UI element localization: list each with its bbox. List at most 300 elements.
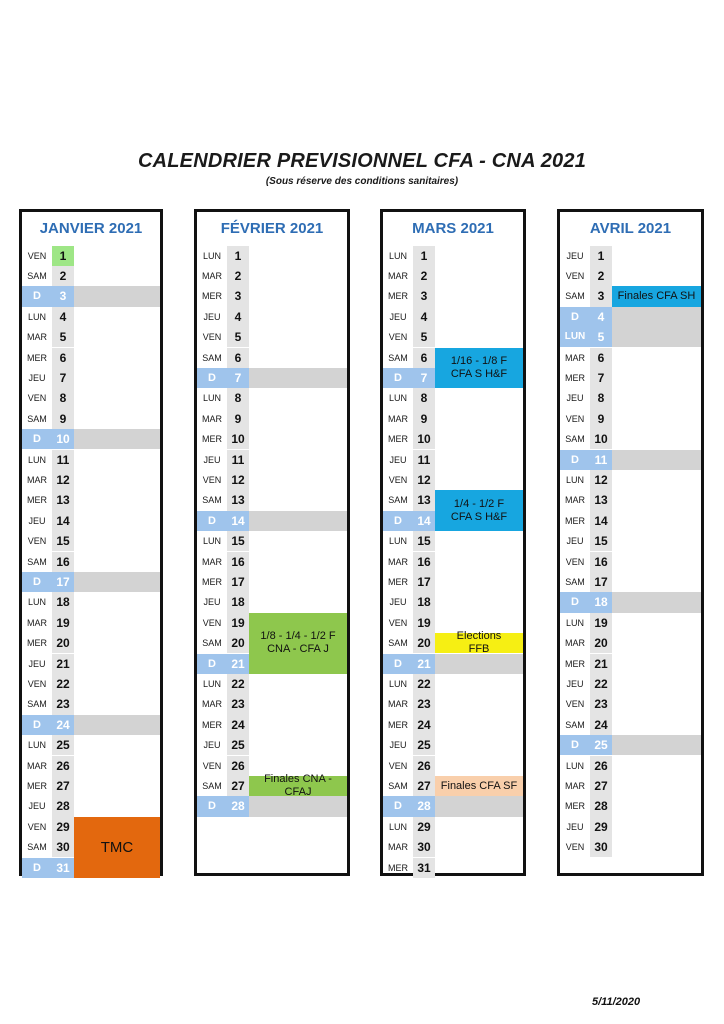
day-row [22, 592, 160, 612]
day-row [22, 266, 160, 286]
day-row [383, 409, 523, 429]
day-row [22, 409, 160, 429]
day-number: 16 [413, 552, 435, 572]
day-row [22, 307, 160, 327]
event-label: TMC [100, 838, 134, 856]
day-number: 3 [52, 286, 74, 306]
day-number: 13 [227, 490, 249, 510]
day-row [22, 511, 160, 531]
day-number: 17 [590, 572, 612, 592]
day-row [560, 756, 701, 776]
day-of-week: SAM [388, 352, 408, 363]
day-number: 24 [590, 715, 612, 735]
day-row [383, 572, 523, 592]
day-number: 14 [590, 511, 612, 531]
day-row [22, 490, 160, 510]
sunday-band [612, 450, 701, 470]
day-row [383, 531, 523, 551]
day-number: 27 [413, 776, 435, 796]
day-of-week: JEU [203, 597, 221, 608]
day-row [560, 654, 701, 674]
day-number: 11 [227, 450, 249, 470]
day-of-week: MER [565, 658, 585, 669]
day-row [560, 266, 701, 286]
day-row [560, 572, 701, 592]
day-of-week: D [383, 796, 413, 816]
sunday-band [612, 592, 701, 612]
day-of-week: MAR [202, 270, 222, 281]
day-row [383, 470, 523, 490]
event-label: 1/4 - 1/2 F CFA S H&F [450, 497, 508, 523]
day-of-week: LUN [388, 821, 407, 832]
day-row [383, 837, 523, 857]
day-of-week: JEU [566, 393, 584, 404]
day-number: 24 [413, 715, 435, 735]
day-of-week: MAR [565, 495, 585, 506]
day-of-week: VEN [565, 270, 585, 281]
day-number: 24 [52, 715, 74, 735]
day-number: 20 [413, 633, 435, 653]
day-number: 5 [413, 327, 435, 347]
day-of-week: D [22, 858, 52, 878]
day-number: 8 [590, 388, 612, 408]
day-number: 28 [413, 796, 435, 816]
day-of-week: JEU [566, 821, 584, 832]
event-block [435, 348, 523, 389]
day-row [560, 531, 701, 551]
day-of-week: VEN [202, 332, 222, 343]
day-row [383, 429, 523, 449]
day-number: 7 [590, 368, 612, 388]
day-of-week: SAM [565, 719, 585, 730]
day-of-week: D [560, 450, 590, 470]
day-row [197, 388, 347, 408]
day-of-week: LUN [565, 474, 584, 485]
day-of-week: MER [27, 495, 47, 506]
page-subtitle: (Sous réserve des conditions sanitaires) [265, 176, 459, 187]
day-row [383, 613, 523, 633]
day-row [22, 735, 160, 755]
day-row [22, 633, 160, 653]
day-row [197, 429, 347, 449]
day-number: 26 [52, 756, 74, 776]
day-number: 2 [52, 266, 74, 286]
day-number: 4 [227, 307, 249, 327]
event-block [74, 817, 160, 878]
day-row [383, 694, 523, 714]
day-number: 22 [590, 674, 612, 694]
day-of-week: JEU [566, 678, 584, 689]
day-row [197, 572, 347, 592]
day-number: 1 [52, 246, 74, 266]
day-number: 9 [413, 409, 435, 429]
day-of-week: VEN [388, 332, 408, 343]
day-of-week: LUN [202, 678, 221, 689]
day-row [560, 837, 701, 857]
day-number: 8 [413, 388, 435, 408]
month-column [380, 209, 526, 876]
day-number: 13 [413, 490, 435, 510]
day-of-week: SAM [202, 495, 222, 506]
day-row [22, 429, 160, 449]
day-of-week: MAR [202, 699, 222, 710]
day-row [383, 307, 523, 327]
sunday-band [612, 307, 701, 327]
day-of-week: SAM [565, 434, 585, 445]
day-number: 26 [413, 756, 435, 776]
day-number: 5 [590, 327, 612, 347]
day-row [383, 552, 523, 572]
day-number: 3 [227, 286, 249, 306]
day-of-week: SAM [202, 638, 222, 649]
day-number: 6 [52, 348, 74, 368]
day-number: 4 [590, 307, 612, 327]
day-number: 6 [227, 348, 249, 368]
day-row [560, 715, 701, 735]
day-of-week: JEU [389, 597, 407, 608]
day-of-week: LUN [27, 597, 46, 608]
event-label: 1/8 - 1/4 - 1/2 F CNA - CFA J [260, 630, 336, 656]
day-of-week: VEN [27, 393, 47, 404]
day-number: 2 [227, 266, 249, 286]
day-number: 23 [52, 694, 74, 714]
day-row [197, 470, 347, 490]
day-of-week: MER [202, 434, 222, 445]
day-row [197, 409, 347, 429]
day-number: 12 [590, 470, 612, 490]
day-number: 21 [227, 654, 249, 674]
day-row [560, 490, 701, 510]
day-of-week: JEU [389, 311, 407, 322]
day-number: 6 [590, 348, 612, 368]
day-of-week: JEU [28, 801, 46, 812]
day-number: 15 [590, 531, 612, 551]
day-row [197, 327, 347, 347]
day-number: 16 [52, 552, 74, 572]
day-of-week: SAM [388, 780, 408, 791]
day-of-week: JEU [28, 372, 46, 383]
day-of-week: MER [565, 372, 585, 383]
day-row [197, 735, 347, 755]
day-number: 14 [227, 511, 249, 531]
day-number: 23 [413, 694, 435, 714]
day-of-week: MER [202, 719, 222, 730]
day-number: 10 [52, 429, 74, 449]
day-number: 20 [52, 633, 74, 653]
day-of-week: SAM [388, 638, 408, 649]
day-number: 10 [413, 429, 435, 449]
day-row [22, 715, 160, 735]
day-of-week: JEU [566, 536, 584, 547]
day-row [197, 511, 347, 531]
sunday-band [435, 654, 523, 674]
day-number: 8 [52, 388, 74, 408]
sunday-band [435, 796, 523, 816]
day-number: 28 [52, 796, 74, 816]
day-of-week: D [560, 735, 590, 755]
day-number: 30 [413, 837, 435, 857]
day-of-week: MAR [565, 638, 585, 649]
day-row [22, 368, 160, 388]
day-of-week: MAR [565, 780, 585, 791]
day-number: 18 [52, 592, 74, 612]
day-number: 26 [227, 756, 249, 776]
day-number: 28 [227, 796, 249, 816]
sunday-band [74, 572, 160, 592]
day-row [560, 796, 701, 816]
day-number: 18 [227, 592, 249, 612]
day-number: 11 [52, 450, 74, 470]
day-of-week: D [560, 592, 590, 612]
day-of-week: VEN [565, 699, 585, 710]
day-of-week: VEN [27, 821, 47, 832]
day-row [560, 246, 701, 266]
day-row [383, 388, 523, 408]
day-number: 28 [590, 796, 612, 816]
day-row [22, 327, 160, 347]
day-of-week: JEU [28, 515, 46, 526]
day-of-week: SAM [565, 576, 585, 587]
day-of-week: VEN [565, 842, 585, 853]
day-of-week: VEN [202, 474, 222, 485]
day-of-week: VEN [565, 556, 585, 567]
day-number: 12 [227, 470, 249, 490]
day-of-week: D [383, 654, 413, 674]
day-of-week: VEN [388, 474, 408, 485]
day-number: 7 [413, 368, 435, 388]
day-of-week: LUN [388, 250, 407, 261]
day-row [383, 858, 523, 878]
day-number: 5 [227, 327, 249, 347]
day-number: 1 [590, 246, 612, 266]
day-number: 7 [52, 368, 74, 388]
day-of-week: LUN [565, 760, 584, 771]
day-of-week: D [560, 307, 590, 327]
day-of-week: JEU [203, 311, 221, 322]
day-row [560, 592, 701, 612]
day-of-week: D [383, 511, 413, 531]
sunday-band [249, 368, 347, 388]
day-of-week: MAR [388, 842, 408, 853]
day-of-week: D [22, 572, 52, 592]
day-number: 29 [413, 817, 435, 837]
day-number: 22 [413, 674, 435, 694]
day-row [197, 348, 347, 368]
day-of-week: LUN [388, 536, 407, 547]
day-of-week: MER [388, 291, 408, 302]
day-number: 31 [413, 858, 435, 878]
day-number: 9 [52, 409, 74, 429]
day-number: 23 [227, 694, 249, 714]
day-row [197, 266, 347, 286]
day-row [383, 450, 523, 470]
day-number: 3 [413, 286, 435, 306]
day-of-week: D [383, 368, 413, 388]
day-number: 4 [413, 307, 435, 327]
day-of-week: SAM [27, 842, 47, 853]
month-title: JANVIER 2021 [39, 220, 143, 237]
day-of-week: SAM [27, 413, 47, 424]
day-number: 4 [52, 307, 74, 327]
sunday-band [612, 735, 701, 755]
day-number: 10 [590, 429, 612, 449]
day-of-week: VEN [388, 617, 408, 628]
day-row [383, 266, 523, 286]
day-number: 5 [52, 327, 74, 347]
day-row [197, 307, 347, 327]
day-of-week: MER [202, 291, 222, 302]
day-number: 21 [590, 654, 612, 674]
day-row [22, 776, 160, 796]
day-of-week: D [22, 715, 52, 735]
day-of-week: MER [27, 780, 47, 791]
day-number: 14 [413, 511, 435, 531]
day-number: 19 [227, 613, 249, 633]
day-number: 23 [590, 694, 612, 714]
day-of-week: SAM [388, 495, 408, 506]
day-number: 21 [52, 654, 74, 674]
day-of-week: MAR [27, 474, 47, 485]
event-block [249, 773, 347, 799]
day-row [197, 552, 347, 572]
day-number: 18 [413, 592, 435, 612]
month-column [557, 209, 704, 876]
day-of-week: D [22, 429, 52, 449]
day-row [383, 817, 523, 837]
day-number: 11 [590, 450, 612, 470]
event-block [612, 286, 701, 306]
day-of-week: MAR [388, 699, 408, 710]
day-number: 20 [227, 633, 249, 653]
day-row [383, 796, 523, 816]
day-of-week: MAR [202, 413, 222, 424]
day-number: 24 [227, 715, 249, 735]
day-row [560, 613, 701, 633]
day-number: 27 [590, 776, 612, 796]
day-of-week: D [197, 796, 227, 816]
day-number: 19 [590, 613, 612, 633]
day-row [197, 592, 347, 612]
day-of-week: MER [388, 719, 408, 730]
day-row [560, 694, 701, 714]
day-row [22, 796, 160, 816]
month-column [194, 209, 350, 876]
day-of-week: SAM [202, 780, 222, 791]
day-of-week: MAR [388, 556, 408, 567]
day-of-week: VEN [388, 760, 408, 771]
day-row [22, 450, 160, 470]
day-number: 17 [227, 572, 249, 592]
event-block [435, 776, 523, 796]
day-row [22, 388, 160, 408]
day-row [197, 490, 347, 510]
day-row [560, 633, 701, 653]
sunday-band [74, 715, 160, 735]
day-of-week: VEN [27, 250, 47, 261]
day-number: 9 [227, 409, 249, 429]
day-of-week: D [22, 286, 52, 306]
day-row [22, 674, 160, 694]
day-of-week: LUN [27, 311, 46, 322]
event-block [249, 613, 347, 674]
day-number: 8 [227, 388, 249, 408]
day-of-week: MAR [27, 332, 47, 343]
day-number: 17 [52, 572, 74, 592]
event-block [435, 630, 523, 656]
event-label: Elections FFB [456, 630, 502, 656]
day-of-week: LUN [27, 740, 46, 751]
day-row [22, 470, 160, 490]
day-of-week: MAR [27, 760, 47, 771]
day-of-week: SAM [202, 352, 222, 363]
day-number: 12 [52, 470, 74, 490]
day-row [22, 552, 160, 572]
day-row [560, 368, 701, 388]
month-title: MARS 2021 [412, 220, 494, 237]
day-number: 27 [52, 776, 74, 796]
day-of-week: LUN [565, 617, 584, 628]
day-row [560, 450, 701, 470]
day-row [197, 674, 347, 694]
month-title: FÉVRIER 2021 [220, 220, 324, 237]
day-row [22, 654, 160, 674]
day-number: 17 [413, 572, 435, 592]
day-number: 25 [52, 735, 74, 755]
day-number: 16 [590, 552, 612, 572]
footer-date: 5/11/2020 [592, 996, 641, 1008]
day-of-week: MER [27, 352, 47, 363]
day-of-week: SAM [27, 699, 47, 710]
sunday-band [74, 286, 160, 306]
day-row [560, 348, 701, 368]
event-label: Finales CNA - CFAJ [264, 773, 332, 799]
day-of-week: LUN [388, 393, 407, 404]
day-number: 22 [227, 674, 249, 694]
day-of-week: SAM [27, 270, 47, 281]
day-number: 27 [227, 776, 249, 796]
day-row [197, 694, 347, 714]
day-of-week: MER [388, 576, 408, 587]
day-of-week: JEU [28, 658, 46, 669]
day-number: 1 [227, 246, 249, 266]
day-row [560, 817, 701, 837]
day-of-week: JEU [389, 454, 407, 465]
day-number: 31 [52, 858, 74, 878]
day-number: 30 [52, 837, 74, 857]
day-number: 19 [413, 613, 435, 633]
day-number: 29 [590, 817, 612, 837]
day-of-week: LUN [202, 250, 221, 261]
day-row [560, 409, 701, 429]
day-row [560, 552, 701, 572]
day-number: 13 [52, 490, 74, 510]
day-number: 14 [52, 511, 74, 531]
sunday-band [249, 511, 347, 531]
day-of-week: MER [565, 515, 585, 526]
day-number: 9 [590, 409, 612, 429]
day-number: 15 [52, 531, 74, 551]
day-row [22, 531, 160, 551]
day-of-week: MER [202, 576, 222, 587]
day-row [560, 307, 701, 327]
day-of-week: LUN [388, 678, 407, 689]
day-row [22, 572, 160, 592]
event-label: Finales CFA SF [440, 779, 518, 792]
day-of-week: MAR [388, 413, 408, 424]
sunday-band [74, 429, 160, 449]
day-of-week: LUN [202, 393, 221, 404]
day-of-week: MAR [27, 617, 47, 628]
